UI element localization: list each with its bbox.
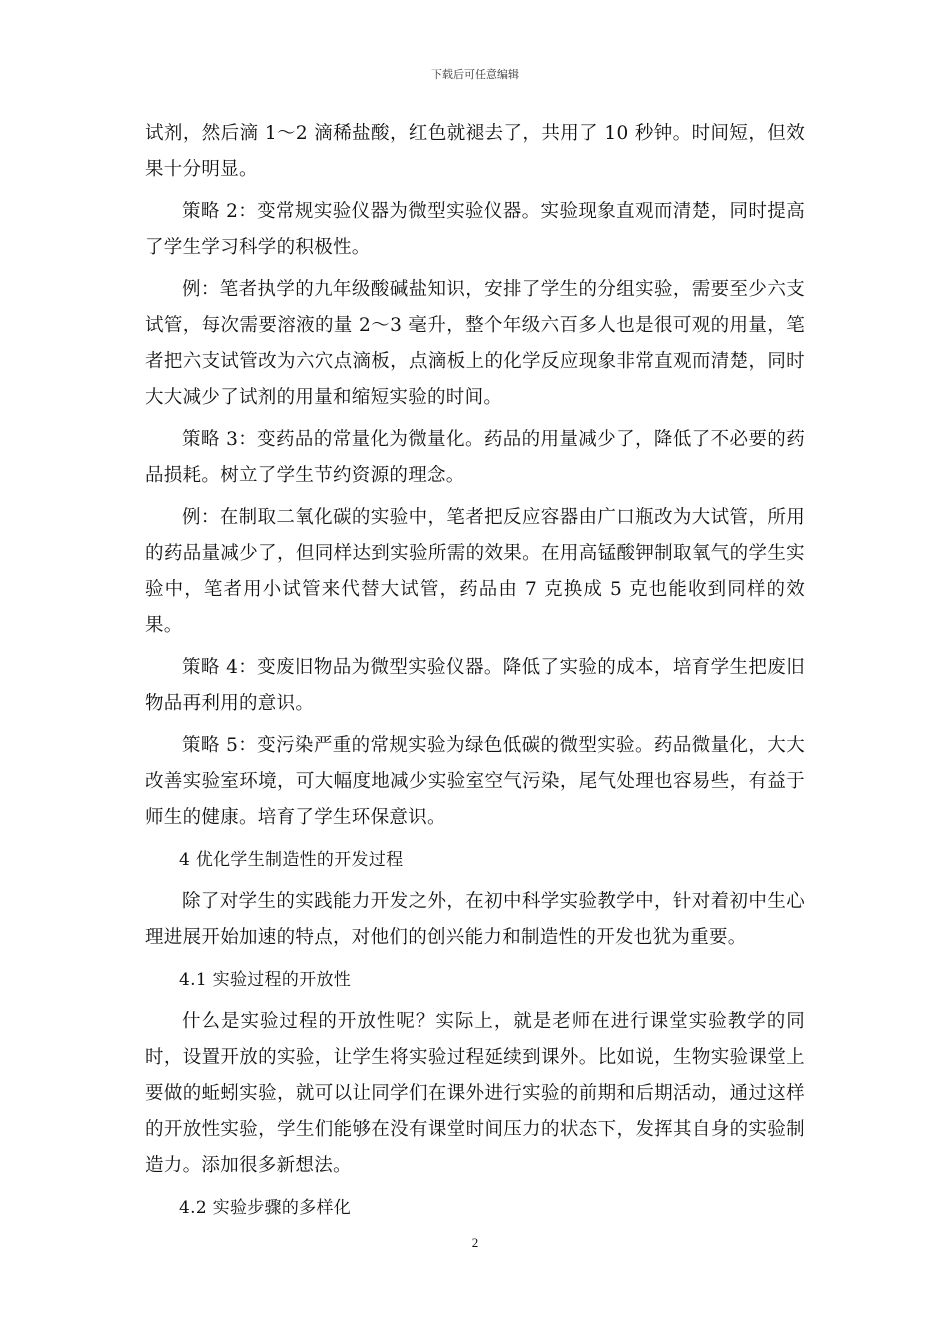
paragraph: 例：在制取二氧化碳的实验中，笔者把反应容器由广口瓶改为大试管，所用的药品量减少了，但同样达到实验所需的效果。在用高锰酸钾制取氧气的学生实验中，笔者用小试管来代替大试管，药品由 7 克换成 5 克也能收到同样的效果。 [145,507,805,636]
page-header: 下载后可任意编辑 [431,68,519,81]
paragraph: 试剂，然后滴 1～2 滴稀盐酸，红色就褪去了，共用了 10 秒钟。时间短，但效果十分明显。 [145,123,805,180]
section-heading: 4.2 实验步骤的多样化 [179,1198,352,1218]
paragraph: 策略 4：变废旧物品为微型实验仪器。降低了实验的成本，培育学生把废旧物品再利用的意识。 [145,657,805,714]
paragraph: 策略 2：变常规实验仪器为微型实验仪器。实验现象直观而清楚，同时提高了学生学习科学的积极性。 [145,201,805,258]
body-text [145,116,805,1232]
page-number: 2 [471,1235,479,1250]
paragraph: 策略 5：变污染严重的常规实验为绿色低碳的微型实验。药品微量化，大大改善实验室环境，可大幅度地减少实验室空气污染，尾气处理也容易些，有益于师生的健康。培育了学生环保意识。 [145,735,805,828]
section-heading: 4 优化学生制造性的开发过程 [179,850,404,870]
section-heading: 4.1 实验过程的开放性 [179,970,352,990]
paragraph: 例：笔者执学的九年级酸碱盐知识，安排了学生的分组实验，需要至少六支试管，每次需要溶液的量 2～3 毫升，整个年级六百多人也是很可观的用量，笔者把六支试管改为六穴点滴板，点滴板上的化学反应现象非常直观而清楚，同时大大减少了试剂的用量和缩短实验的时间。 [145,279,805,408]
paragraph: 除了对学生的实践能力开发之外，在初中科学实验教学中，针对着初中生心理进展开始加速的特点，对他们的创兴能力和制造性的开发也犹为重要。 [145,891,805,948]
paragraph: 什么是实验过程的开放性呢？实际上，就是老师在进行课堂实验教学的同时，设置开放的实验，让学生将实验过程延续到课外。比如说，生物实验课堂上要做的蚯蚓实验，就可以让同学们在课外进行实验的前期和后期活动，通过这样的开放性实验，学生们能够在没有课堂时间压力的状态下，发挥其自身的实验制造力。添加很多新想法。 [145,1011,805,1176]
paragraph: 策略 3：变药品的常量化为微量化。药品的用量减少了，降低了不必要的药品损耗。树立了学生节约资源的理念。 [145,429,805,486]
